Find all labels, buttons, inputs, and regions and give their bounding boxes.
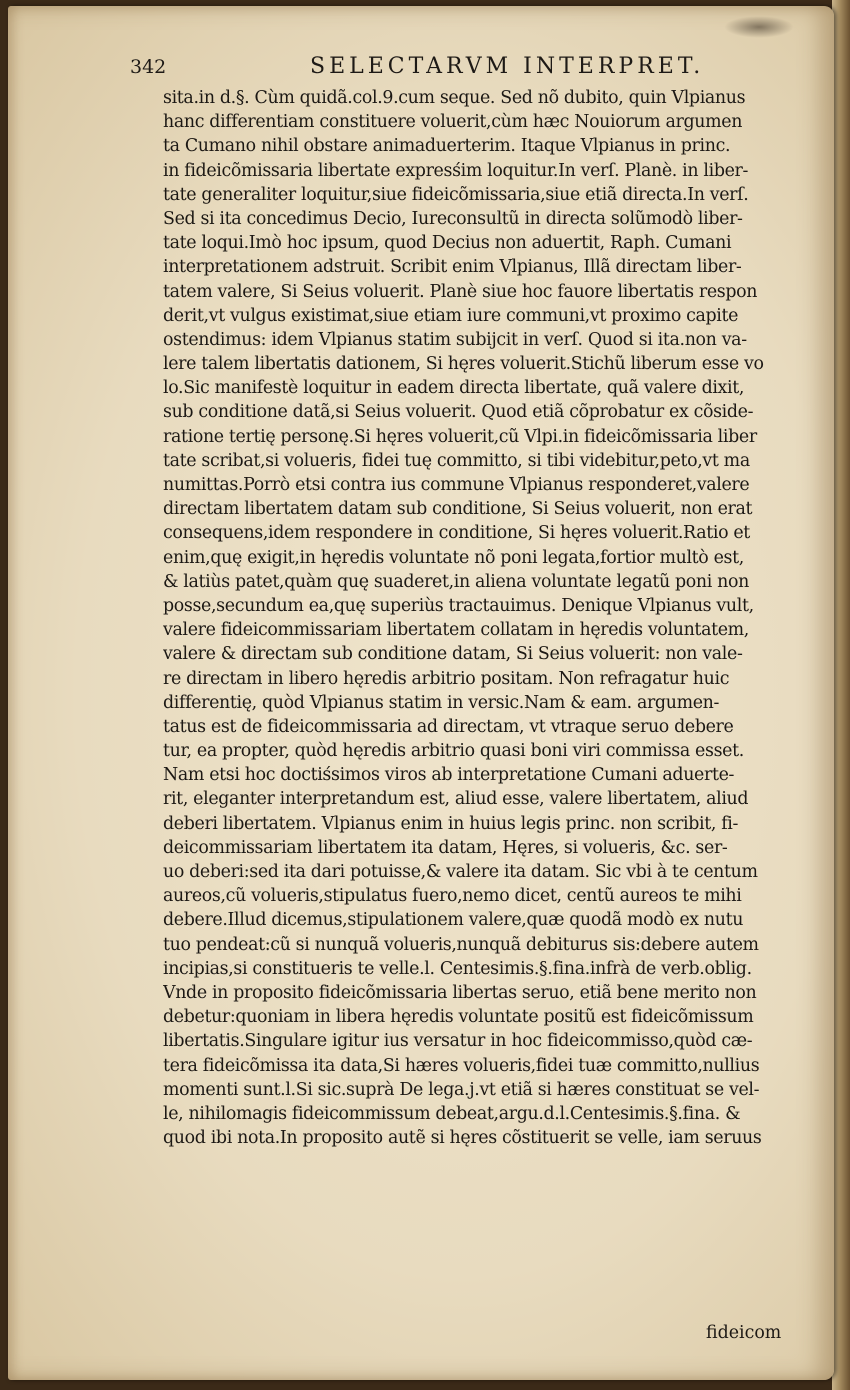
- text-line: sita.in d.§. Cùm quidã.col.9.cum seque. Sed nõ dubito, quin Vlpianus: [163, 88, 746, 108]
- text-line: libertatis.Singulare igitur ius versatur in hoc fideicommisso,quòd cæ-: [163, 1031, 753, 1052]
- text-line: sub conditione datã,si Seius voluerit. Quod etiã cõprobatur ex cõside-: [163, 402, 754, 423]
- text-line: lere talem libertatis dationem, Si hęres voluerit.Stichũ liberum esse vo: [163, 354, 764, 375]
- text-line: derit,vt vulgus existimat,siue etiam iure communi,vt proximo capite: [163, 305, 739, 326]
- text-line: aureos,cũ volueris,stipulatus fuero,nemo dicet, centũ aureos te mihi: [163, 886, 742, 907]
- text-line: lo.Sic manifestè loquitur in eadem directa libertate, quã valere dixit,: [163, 378, 745, 399]
- text-line: debere.Illud dicemus,stipulationem valere,quæ quodã modò ex nutu: [163, 910, 744, 931]
- text-line: posse,secundum ea,quę superiùs tractauimus. Denique Vlpianus vult,: [163, 595, 754, 616]
- text-line: hanc differentiam constituere voluerit,cùm hæc Nouiorum argumen: [163, 112, 743, 133]
- catchword: fideicom: [706, 1323, 782, 1343]
- text-line: ratione tertię personę.Si hęres voluerit,cũ Vlpi.in fideicõmissaria liber: [163, 426, 757, 447]
- text-line: interpretationem adstruit. Scribit enim Vlpianus, Illã directam liber-: [163, 257, 742, 278]
- text-line: re directam in libero hęredis arbitrio positam. Non refragatur huic: [163, 668, 730, 689]
- text-line: debetur:quoniam in libera hęredis voluntate positũ est fideicõmissum: [163, 1007, 754, 1028]
- text-line: valere & directam sub conditione datam, Si Seius voluerit: non vale-: [163, 644, 743, 665]
- text-line: differentię, quòd Vlpianus statim in versic.Nam & eam. argumen-: [163, 692, 720, 713]
- body-text: [163, 86, 815, 1150]
- text-line: numittas.Porrò etsi contra ius commune Vlpianus responderet,valere: [163, 475, 750, 495]
- text-line: enim,quę exigit,in hęredis voluntate nõ poni legata,fortior multò est,: [163, 547, 744, 568]
- text-line: tate loqui.Imò hoc ipsum, quod Decius non aduertit, Raph. Cumani: [163, 233, 732, 254]
- text-line: le, nihilomagis fideicommissum debeat,argu.d.l.Centesimis.§.fina. &: [163, 1103, 741, 1124]
- ink-stain: [724, 16, 794, 38]
- page-number: 342: [130, 56, 167, 78]
- text-line: valere fideicommissariam libertatem collatam in hęredis voluntatem,: [163, 620, 749, 641]
- text-line: rit, eleganter interpretandum est, aliud esse, valere libertatem, aliud: [163, 789, 749, 810]
- running-title: SELECTARVM INTERPRET.: [310, 54, 705, 79]
- text-line: tatem valere, Si Seius voluerit. Planè siue hoc fauore libertatis respon: [163, 281, 758, 302]
- text-line: Sed si ita concedimus Decio, Iureconsultũ in directa solũmodò liber-: [163, 208, 743, 229]
- text-line: in fideicõmissaria libertate expresśim loquitur.In verſ. Planè. in liber-: [163, 160, 749, 181]
- text-line: tuo pendeat:cũ si nunquã volueris,nunquã debiturus sis:debere autem: [163, 934, 759, 955]
- page-header: [130, 54, 730, 84]
- text-line: tate scribat,si volueris, fidei tuę committo, si tibi videbitur,peto,vt ma: [163, 450, 750, 471]
- text-line: tur, ea propter, quòd hęredis arbitrio quasi boni viri commissa esset.: [163, 741, 744, 762]
- text-line: tatus est de fideicommissaria ad directam, vt vtraque seruo debere: [163, 716, 734, 737]
- text-line: Nam etsi hoc doctiśsimos viros ab interpretatione Cumani aduerte-: [163, 765, 735, 786]
- text-line: directam libertatem datam sub conditione, Si Seius voluerit, non erat: [163, 499, 753, 520]
- text-line: incipias,si constitueris te velle.l. Centesimis.§.fina.infrà de verb.oblig.: [163, 958, 752, 979]
- text-line: ostendimus: idem Vlpianus statim subijcit in verſ. Quod si ita.non va-: [163, 329, 747, 350]
- page-edge: [832, 0, 850, 1390]
- text-line: deberi libertatem. Vlpianus enim in huius legis princ. non scribit, fi-: [163, 813, 739, 834]
- text-line: ta Cumano nihil obstare animaduerterim. Itaque Vlpianus in princ.: [163, 136, 731, 157]
- text-line: tate generaliter loquitur,siue fideicõmissaria,siue etiã directa.In verſ.: [163, 184, 749, 205]
- text-line: quod ibi nota.In proposito autẽ si hęres cõstituerit se velle, iam seruus: [163, 1128, 762, 1149]
- text-line: momenti sunt.l.Si sic.suprà De lega.j.vt etiã si hæres constituat se vel-: [163, 1079, 760, 1100]
- text-line: consequens,idem respondere in conditione, Si hęres voluerit.Ratio et: [163, 523, 750, 544]
- text-line: tera fideicõmissa ita data,Si hæres volueris,fidei tuæ committo,nullius: [163, 1055, 760, 1076]
- text-line: deicommissariam libertatem ita datam, Hęres, si volueris, &c. ser-: [163, 837, 728, 858]
- text-line: uo deberi:sed ita dari potuisse,& valere ita datam. Sic vbi à te centum: [163, 862, 758, 882]
- text-line: & latiùs patet,quàm quę suaderet,in aliena voluntate legatũ poni non: [163, 571, 749, 592]
- text-line: Vnde in proposito fideicõmissaria libertas seruo, etiã bene merito non: [163, 982, 757, 1003]
